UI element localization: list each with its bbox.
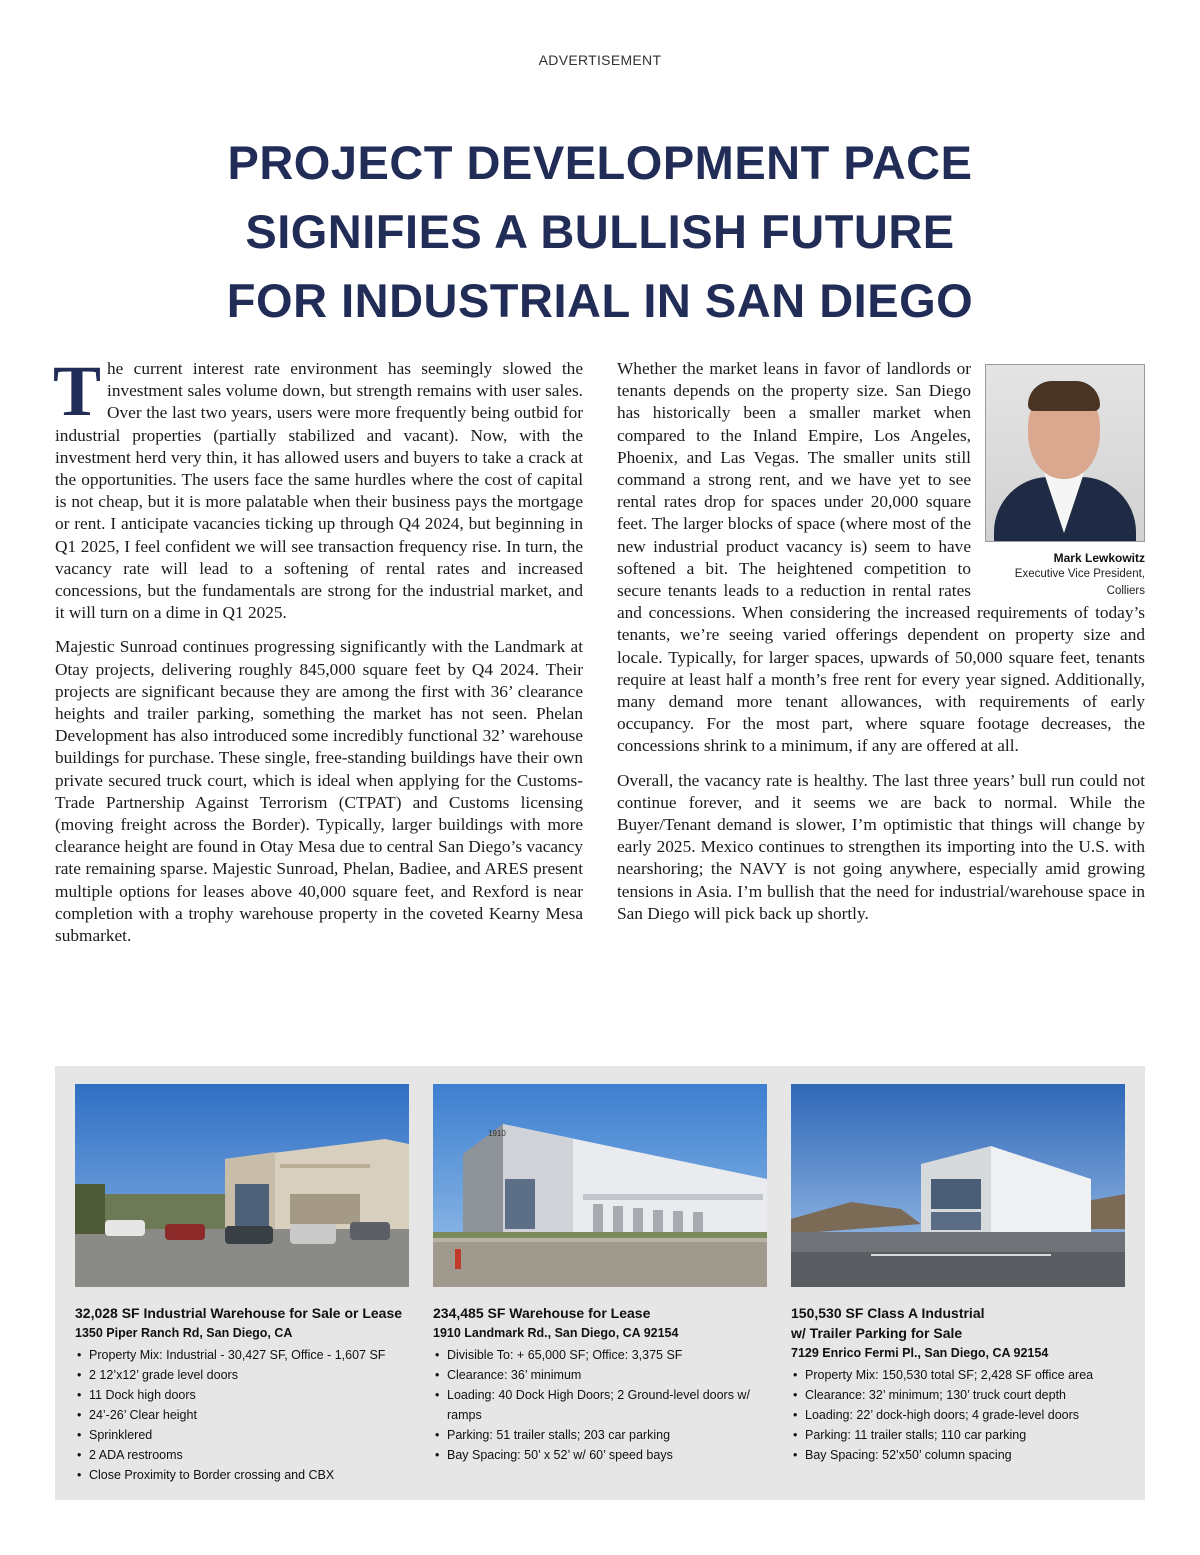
author-portrait <box>985 364 1145 600</box>
author-title-line-2: Colliers <box>1106 585 1145 597</box>
feature-item: • Property Mix: Industrial - 30,427 SF, Office - 1,607 SF <box>75 1345 409 1365</box>
article-paragraph-2: Majestic Sunroad continues progressing significantly with the Landmark at Otay projects, delivering roughly 845,000 square feet by Q4 2024. Their projects are significant because they are among the first with 36’ clearance heights and trailer parking, something the market has not seen. Phelan Development has also introduced some incredibly functional 32’ warehouse buildings for purchase. These single, free-standing buildings have their own private secured truck court, which is ideal when applying for the Customs-Trade Partnership Against Terrorism (CTPAT) and Customs licensing (moving freight across the Border). Typically, larger buildings with more clearance height are found in Otay Mesa due to central San Diego’s vacancy rate remaining sparse. Majestic Sunroad, Phelan, Badiee, and ARES present multiple options for leases above 40,000 square feet, and Rexford is near completion with a trophy warehouse property in the coveted Kearny Mesa submarket. <box>55 637 583 946</box>
feature-item: • Parking: 51 trailer stalls; 203 car parking <box>433 1425 767 1445</box>
listing-photo-piper-ranch <box>75 1084 409 1287</box>
listing-title: 234,485 SF Warehouse for Lease <box>433 1305 651 1321</box>
feature-item: • 11 Dock high doors <box>75 1385 409 1405</box>
warehouse-photo-1 <box>75 1084 409 1287</box>
listing-card <box>75 1084 409 1485</box>
feature-item: • 2 ADA restrooms <box>75 1445 409 1465</box>
feature-item: • Sprinklered <box>75 1425 409 1445</box>
listing-card <box>433 1084 767 1465</box>
paragraph-1-text: he current interest rate environment has seemingly slowed the investment sales volume down, but strength remains with user sales. Over the last two years, users were more frequently being outbid for industrial properties (partially stabilized and vacant). Now, with the investment herd very thin, it has allowed users and buyers to take a crack at the opportunities. The users face the same hurdles where the cost of capital is not cheap, but it is more palatable when their business pays the mortgage or rent. I anticipate vacancies ticking up through Q4 2024, but beginning in Q1 2025, I feel confident we will see transaction frequency rise. In turn, the vacancy rate will lead to a softening of rental rates and increased concessions, but the fundamentals are strong for the industrial market, and it will turn on a dime in Q1 2025. <box>55 359 583 623</box>
listing-features <box>791 1365 1125 1465</box>
advertisement-label: ADVERTISEMENT <box>538 52 662 68</box>
warehouse-photo-3 <box>791 1084 1125 1287</box>
article-paragraph-1 <box>53 351 583 624</box>
listing-title-line-1: 150,530 SF Class A Industrial <box>791 1305 985 1321</box>
feature-item: • Loading: 22’ dock-high doors; 4 grade-level doors <box>791 1405 1125 1425</box>
headline <box>0 128 1200 335</box>
listing-photo-landmark <box>433 1084 767 1287</box>
listing-title <box>791 1303 1125 1343</box>
listing-card <box>791 1084 1125 1465</box>
headline-line-2: SIGNIFIES A BULLISH FUTURE <box>245 205 955 258</box>
feature-item: • Clearance: 36’ minimum <box>433 1365 767 1385</box>
feature-item: • 24’-26’ Clear height <box>75 1405 409 1425</box>
listing-features <box>433 1345 767 1465</box>
listing-address: 1910 Landmark Rd., San Diego, CA 92154 <box>433 1326 679 1340</box>
photo-hair <box>1028 381 1100 411</box>
listing-address: 1350 Piper Ranch Rd, San Diego, CA <box>75 1326 293 1340</box>
author-title-line-1: Executive Vice President, <box>1014 568 1145 580</box>
feature-item: • Loading: 40 Dock High Doors; 2 Ground-level doors w/ ramps <box>433 1385 767 1425</box>
feature-item: • Divisible To: + 65,000 SF; Office: 3,375 SF <box>433 1345 767 1365</box>
feature-item: • Clearance: 32’ minimum; 130’ truck court depth <box>791 1385 1125 1405</box>
listing-photo-enrico-fermi <box>791 1084 1125 1287</box>
article-paragraph-3: Whether the market leans in favor of landlords or tenants depends on the property size. San Diego has historically been a smaller market when compared to the Inland Empire, Los Angeles, Phoenix, and Las Vegas. The smaller units still command a strong rent, and we have yet to see rental rates drop for spaces under 20,000 square feet. The larger blocks of space (where most of the new industrial product vacancy is) seem to have softened a bit. The heightened competition to secure tenants leads to a reduction in rental rates and concessions. When considering the increased requirements of today’s tenants, we’re seeing varied offerings dependent on property size and locale. Typically, for larger spaces, upwards of 50,000 square feet, tenants require at least half a month’s free rent for every year signed. Additionally, many demand more tenant allowances, with requirements of early occupancy. For the most part, where square footage decreases, the concessions shrink to a minimum, if any are offered at all. <box>617 359 1145 756</box>
article-column-right <box>617 358 1145 937</box>
feature-item: • 2 12’x12’ grade level doors <box>75 1365 409 1385</box>
feature-item: • Bay Spacing: 52’x50’ column spacing <box>791 1445 1125 1465</box>
listing-address: 7129 Enrico Fermi Pl., San Diego, CA 92154 <box>791 1346 1049 1360</box>
building-number-sign: 1910 <box>488 1129 506 1138</box>
feature-item: • Close Proximity to Border crossing and CBX <box>75 1465 409 1485</box>
feature-item: • Bay Spacing: 50’ x 52’ w/ 60’ speed bays <box>433 1445 767 1465</box>
warehouse-photo-2 <box>433 1084 767 1287</box>
listings-panel <box>55 1066 1145 1500</box>
author-photo <box>985 364 1145 542</box>
headline-line-3: FOR INDUSTRIAL IN SAN DIEGO <box>226 274 974 327</box>
listing-features <box>75 1345 409 1485</box>
feature-item: • Property Mix: 150,530 total SF; 2,428 SF office area <box>791 1365 1125 1385</box>
listing-title-line-2: w/ Trailer Parking for Sale <box>791 1325 963 1341</box>
headline-line-1: PROJECT DEVELOPMENT PACE <box>227 136 973 189</box>
drop-cap: T <box>53 351 102 431</box>
article-paragraph-4: Overall, the vacancy rate is healthy. The last three years’ bull run could not continue forever, and it seems we are back to normal. While the Buyer/Tenant demand is slower, I’m optimistic that things will change by early 2025. Mexico continues to strengthen its importing into the U.S. with nearshoring; the NAVY is not going anywhere, especially amid growing tensions in Asia. I’m bullish that the need for industrial/warehouse space in San Diego will pick back up shortly. <box>617 770 1145 923</box>
author-name: Mark Lewkowitz <box>1053 551 1145 565</box>
article-column-left <box>53 351 583 959</box>
feature-item: • Parking: 11 trailer stalls; 110 car parking <box>791 1425 1125 1445</box>
listing-title: 32,028 SF Industrial Warehouse for Sale or Lease <box>75 1305 403 1321</box>
